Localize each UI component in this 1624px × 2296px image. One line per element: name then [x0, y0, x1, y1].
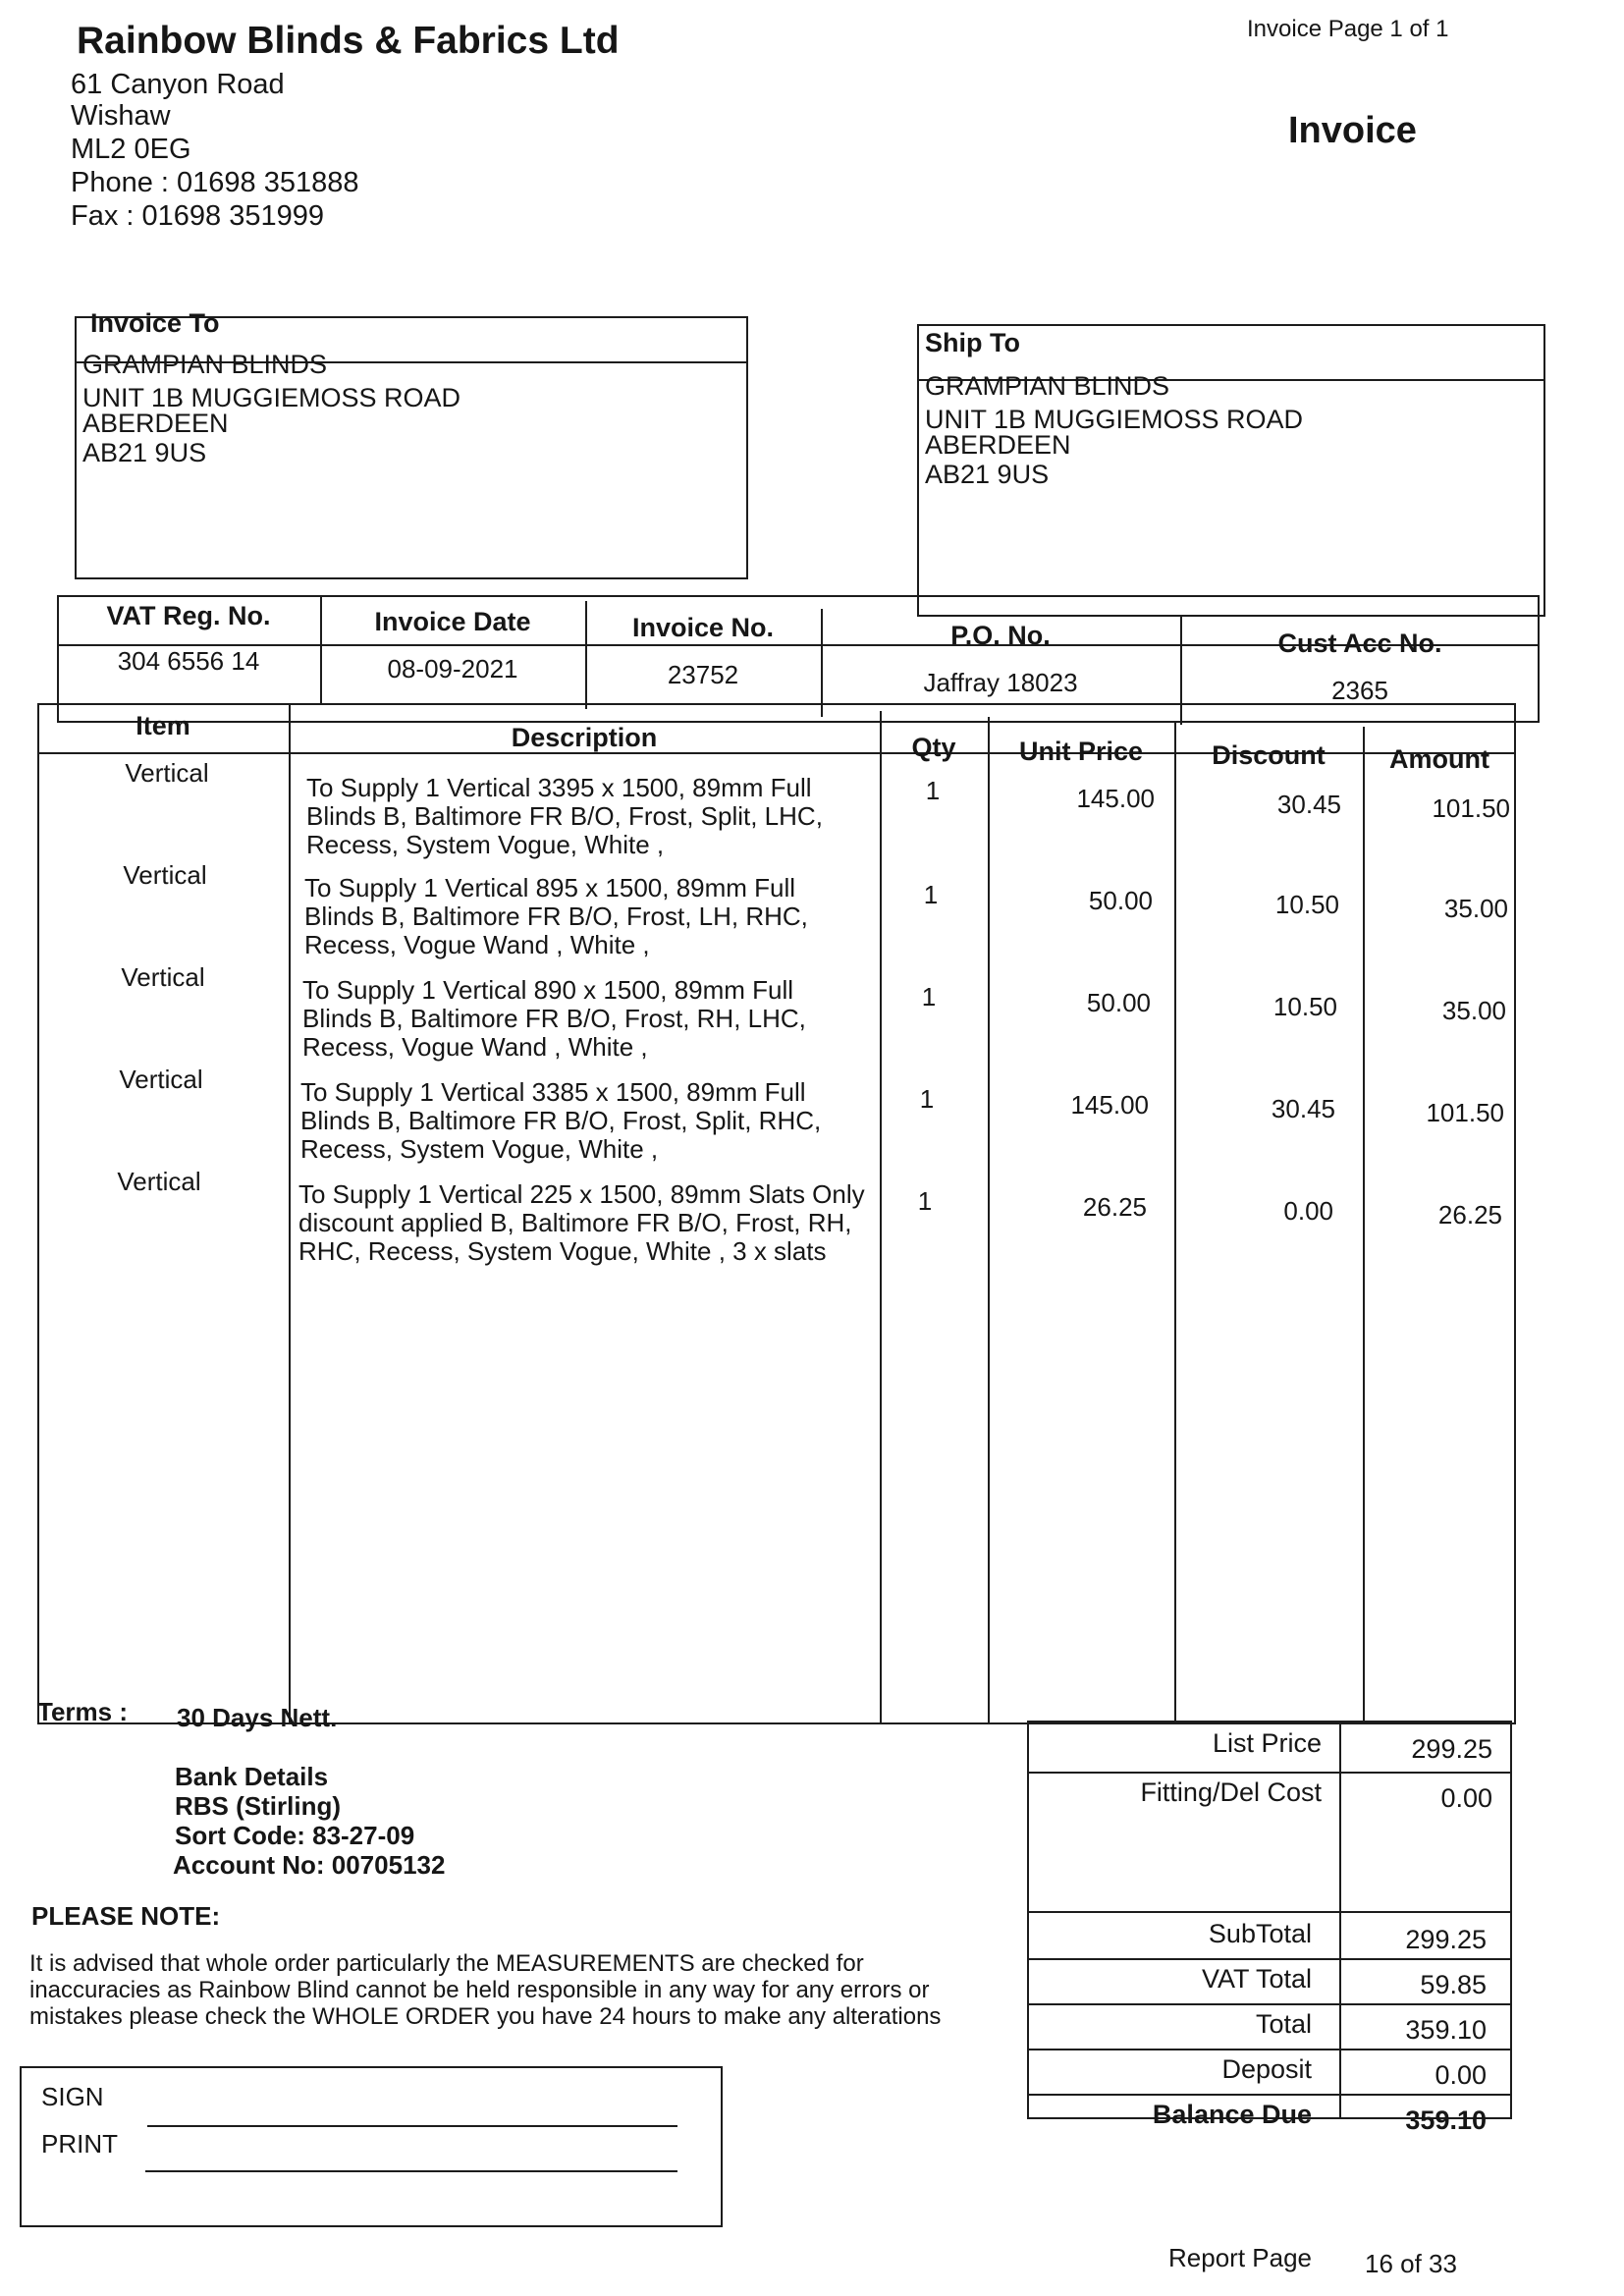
table-row-5-description: To Supply 1 Vertical 225 x 1500, 89mm Slats Only discount applied B, Baltimore FR B/O, Frost, RH, RHC, Recess, System Vogue, White , 3 x slats — [298, 1179, 865, 1266]
table-row-5-qty: 1 — [917, 1186, 933, 1216]
table-row-2-discount: 10.50 — [1274, 890, 1339, 919]
table-row-3-amount: 35.00 — [1441, 996, 1506, 1025]
subtotal-label: SubTotal — [1208, 1919, 1312, 1948]
table-row-3-description: To Supply 1 Vertical 890 x 1500, 89mm Full Blinds B, Baltimore FR B/O, Frost, RH, LHC, Recess, Vogue Wand , White , — [302, 975, 806, 1062]
table-row-3-discount: 10.50 — [1272, 992, 1337, 1021]
total-value: 359.10 — [1405, 2015, 1487, 2045]
col-description: Description — [511, 723, 658, 752]
col-amount: Amount — [1389, 744, 1489, 774]
table-row-1-discount: 30.45 — [1276, 790, 1341, 819]
company-address-line-3: ML2 0EG — [71, 134, 191, 165]
bank-name: RBS (Stirling) — [175, 1791, 341, 1821]
company-fax: Fax : 01698 351999 — [71, 200, 324, 232]
balance-due-label: Balance Due — [1152, 2100, 1312, 2129]
company-address-line-1: 61 Canyon Road — [71, 69, 285, 100]
table-row-1-amount: 101.50 — [1432, 793, 1510, 823]
col-item: Item — [135, 711, 190, 740]
ship-to-line-1: GRAMPIAN BLINDS — [925, 371, 1170, 401]
col-unit-price: Unit Price — [1018, 737, 1144, 766]
invoice-date-value: 08-09-2021 — [387, 654, 518, 683]
table-row-1-qty: 1 — [925, 776, 941, 805]
table-row-5-discount: 0.00 — [1283, 1196, 1333, 1226]
fitting-cost-value: 0.00 — [1440, 1783, 1492, 1813]
invoice-to-line-2: UNIT 1B MUGGIEMOSS ROAD — [82, 383, 461, 412]
report-page-number: 16 of 33 — [1365, 2249, 1457, 2278]
ship-to-line-3: ABERDEEN — [925, 430, 1071, 460]
table-row-5-amount: 26.25 — [1437, 1200, 1502, 1230]
list-price-label: List Price — [1212, 1728, 1322, 1758]
table-row-2-amount: 35.00 — [1443, 894, 1508, 923]
account-number: Account No: 00705132 — [173, 1850, 446, 1880]
company-name: Rainbow Blinds & Fabrics Ltd — [77, 20, 620, 62]
bank-details-title: Bank Details — [175, 1762, 329, 1791]
table-row-4-qty: 1 — [919, 1084, 935, 1114]
table-row-3-qty: 1 — [921, 982, 937, 1011]
table-row-2-item: Vertical — [123, 860, 207, 890]
signature-box — [20, 2066, 723, 2227]
cust-acc-label: Cust Acc No. — [1277, 629, 1442, 658]
table-row-2-qty: 1 — [923, 880, 939, 909]
cust-acc-value: 2365 — [1331, 676, 1388, 705]
ship-to-title: Ship To — [925, 328, 1020, 357]
table-row-5-unit-price: 26.25 — [1082, 1192, 1147, 1222]
invoice-page-label: Invoice Page 1 of 1 — [1247, 16, 1449, 42]
invoice-to-line-1: GRAMPIAN BLINDS — [82, 350, 328, 379]
table-row-2-description: To Supply 1 Vertical 895 x 1500, 89mm Full Blinds B, Baltimore FR B/O, Frost, LH, RHC, Recess, Vogue Wand , White , — [304, 873, 808, 959]
deposit-value: 0.00 — [1435, 2060, 1487, 2090]
invoice-to-title: Invoice To — [90, 308, 220, 338]
table-row-4-discount: 30.45 — [1271, 1094, 1335, 1123]
print-label: PRINT — [41, 2129, 118, 2159]
document-title: Invoice — [1288, 110, 1417, 151]
table-row-4-item: Vertical — [119, 1065, 203, 1094]
list-price-value: 299.25 — [1411, 1734, 1492, 1764]
table-row-4-unit-price: 145.00 — [1070, 1090, 1149, 1120]
table-row-4-amount: 101.50 — [1426, 1098, 1504, 1127]
report-page-label: Report Page — [1168, 2243, 1312, 2272]
sign-label: SIGN — [41, 2082, 104, 2111]
table-row-1-description: To Supply 1 Vertical 3395 x 1500, 89mm Full Blinds B, Baltimore FR B/O, Frost, Split, LHC, Recess, System Vogue, White , — [306, 773, 823, 859]
table-row-3-unit-price: 50.00 — [1086, 988, 1151, 1017]
terms-value: 30 Days Nett. — [177, 1703, 338, 1732]
deposit-label: Deposit — [1221, 2054, 1312, 2084]
company-phone: Phone : 01698 351888 — [71, 167, 359, 198]
table-row-4-description: To Supply 1 Vertical 3385 x 1500, 89mm Full Blinds B, Baltimore FR B/O, Frost, Split, RHC, Recess, System Vogue, White , — [300, 1077, 822, 1164]
table-row-1-unit-price: 145.00 — [1076, 784, 1155, 813]
print-line[interactable] — [145, 2170, 677, 2172]
table-row-1-item: Vertical — [125, 758, 209, 788]
invoice-no-value: 23752 — [667, 660, 739, 689]
po-no-label: P.O. No. — [950, 621, 1051, 650]
fitting-cost-label: Fitting/Del Cost — [1140, 1777, 1322, 1807]
sign-line[interactable] — [147, 2125, 677, 2127]
invoice-to-line-3: ABERDEEN — [82, 409, 229, 438]
po-no-value: Jaffray 18023 — [923, 668, 1078, 697]
please-note-text: It is advised that whole order particularly the MEASUREMENTS are checked for inaccuracies as Rainbow Blind cannot be held responsible in any way for any errors or mistakes please check the WHOLE ORDER you have 24 hours to make any alterations — [29, 1950, 942, 2030]
invoice-no-label: Invoice No. — [631, 613, 775, 642]
col-qty: Qty — [911, 733, 956, 762]
vat-reg-label: VAT Reg. No. — [106, 601, 271, 630]
table-row-3-item: Vertical — [121, 962, 205, 992]
terms-label: Terms : — [37, 1697, 128, 1726]
sort-code: Sort Code: 83-27-09 — [175, 1821, 415, 1850]
please-note-title: PLEASE NOTE: — [31, 1901, 221, 1931]
ship-to-line-4: AB21 9US — [925, 460, 1050, 489]
table-row-5-item: Vertical — [117, 1167, 201, 1196]
vat-total-value: 59.85 — [1420, 1970, 1487, 1999]
ship-to-line-2: UNIT 1B MUGGIEMOSS ROAD — [925, 405, 1304, 434]
invoice-date-label: Invoice Date — [374, 607, 531, 636]
table-row-2-unit-price: 50.00 — [1088, 886, 1153, 915]
total-label: Total — [1255, 2009, 1312, 2039]
vat-total-label: VAT Total — [1201, 1964, 1312, 1994]
company-address-line-2: Wishaw — [71, 100, 171, 132]
col-discount: Discount — [1212, 740, 1326, 770]
vat-reg-value: 304 6556 14 — [117, 646, 260, 676]
subtotal-value: 299.25 — [1405, 1925, 1487, 1954]
invoice-to-line-4: AB21 9US — [82, 438, 207, 467]
balance-due-value: 359.10 — [1405, 2105, 1487, 2135]
